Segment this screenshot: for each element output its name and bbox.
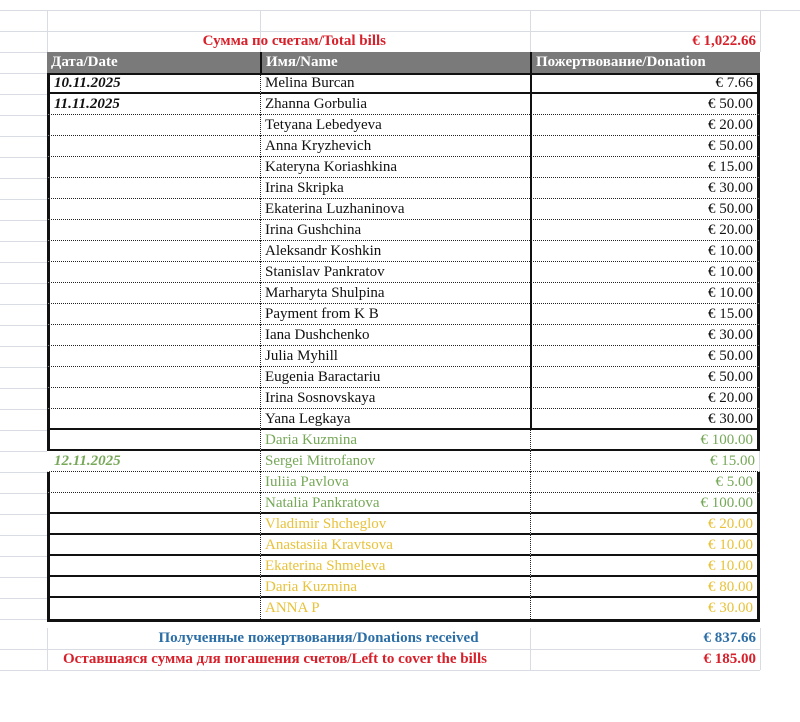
table-row [47, 367, 760, 388]
date-cell[interactable] [47, 556, 260, 577]
donation-amount-cell[interactable]: € 20.00 [530, 220, 760, 241]
gridline [0, 514, 47, 515]
gridline [0, 451, 47, 452]
name-cell[interactable]: Irina Skripka [260, 178, 530, 199]
gridline [0, 136, 47, 137]
name-cell[interactable]: Irina Sosnovskaya [260, 388, 530, 409]
header-name: Имя/Name [260, 52, 530, 73]
table-row [47, 220, 760, 241]
donation-amount-cell[interactable]: € 10.00 [530, 241, 760, 262]
donation-amount-cell[interactable]: € 15.00 [530, 304, 760, 325]
donation-amount-cell[interactable]: € 30.00 [530, 325, 760, 346]
name-cell[interactable]: Daria Kuzmina [260, 430, 530, 451]
name-cell[interactable]: Melina Burcan [260, 73, 530, 94]
left-to-cover-label: Оставшаяся сумма для погашения счетов/Left to cover the bills [63, 651, 487, 667]
table-row [47, 451, 760, 472]
table-bottom-border [47, 619, 760, 622]
table-row [47, 514, 760, 535]
name-cell[interactable]: Daria Kuzmina [260, 577, 530, 598]
gridline [0, 262, 47, 263]
name-cell[interactable]: ANNA P [260, 598, 530, 619]
gridline [0, 493, 47, 494]
donation-amount-cell[interactable]: € 20.00 [530, 388, 760, 409]
name-cell[interactable]: Aleksandr Koshkin [260, 241, 530, 262]
gridline [0, 94, 47, 95]
gridline [0, 556, 47, 557]
table-row [47, 241, 760, 262]
name-cell[interactable]: Julia Myhill [260, 346, 530, 367]
donation-amount-cell[interactable]: € 30.00 [530, 178, 760, 199]
date-cell[interactable] [47, 472, 260, 493]
date-cell[interactable] [47, 388, 260, 409]
date-cell[interactable] [47, 367, 260, 388]
table-row [47, 493, 760, 514]
table-row [47, 304, 760, 325]
date-cell[interactable]: 10.11.2025 [47, 73, 260, 94]
gridline [0, 367, 47, 368]
table-row [47, 262, 760, 283]
donation-amount-cell[interactable]: € 15.00 [530, 157, 760, 178]
table-row [47, 115, 760, 136]
donation-amount-cell[interactable]: € 80.00 [530, 577, 760, 598]
name-cell[interactable]: Tetyana Lebedyeva [260, 115, 530, 136]
donation-amount-cell[interactable]: € 50.00 [530, 367, 760, 388]
donation-amount-cell[interactable]: € 20.00 [530, 115, 760, 136]
total-bills-label: Сумма по счетам/Total bills [202, 33, 386, 49]
date-cell[interactable] [47, 199, 260, 220]
table-row [47, 136, 760, 157]
name-cell[interactable]: Payment from K B [260, 304, 530, 325]
gridline [0, 304, 47, 305]
donation-amount-cell[interactable]: € 50.00 [530, 94, 760, 115]
donation-amount-cell[interactable]: € 10.00 [530, 262, 760, 283]
table-row [47, 388, 760, 409]
table-header [47, 52, 760, 73]
gridline [0, 283, 47, 284]
gridline [0, 619, 47, 620]
gridline [0, 472, 47, 473]
table-row [47, 598, 760, 619]
date-cell[interactable] [47, 115, 260, 136]
table-row [47, 283, 760, 304]
table-row [47, 73, 760, 94]
name-cell[interactable]: Irina Gushchina [260, 220, 530, 241]
table-row [47, 157, 760, 178]
table-row [47, 346, 760, 367]
gridline [0, 241, 47, 242]
total-bills-row [47, 31, 760, 52]
date-cell[interactable] [47, 577, 260, 598]
name-cell[interactable]: Iuliia Pavlova [260, 472, 530, 493]
donations-table [47, 73, 760, 622]
date-cell[interactable] [47, 220, 260, 241]
table-top-border [47, 73, 760, 75]
date-cell[interactable] [47, 136, 260, 157]
table-row [47, 472, 760, 493]
date-cell[interactable] [47, 304, 260, 325]
date-cell[interactable] [47, 325, 260, 346]
gridline [0, 346, 47, 347]
table-row [47, 577, 760, 598]
gridline [0, 409, 47, 410]
date-cell[interactable] [47, 262, 260, 283]
donation-amount-cell[interactable]: € 15.00 [530, 451, 760, 472]
date-cell[interactable] [47, 514, 260, 535]
donations-received-label: Полученные пожертвования/Donations received [158, 630, 479, 646]
donation-amount-cell[interactable]: € 30.00 [530, 598, 760, 619]
date-cell[interactable] [47, 178, 260, 199]
date-cell[interactable] [47, 598, 260, 619]
header-date: Дата/Date [47, 52, 260, 73]
gridline [0, 430, 47, 431]
name-cell[interactable]: Iana Dushchenko [260, 325, 530, 346]
name-cell[interactable]: Vladimir Shcheglov [260, 514, 530, 535]
name-cell[interactable]: Ekaterina Shmeleva [260, 556, 530, 577]
donation-amount-cell[interactable]: € 100.00 [530, 493, 760, 514]
gridline [0, 199, 47, 200]
gridline [0, 220, 47, 221]
date-cell[interactable] [47, 241, 260, 262]
date-cell[interactable] [47, 535, 260, 556]
date-cell[interactable]: 11.11.2025 [47, 94, 260, 115]
donation-amount-cell[interactable]: € 100.00 [530, 430, 760, 451]
date-cell[interactable] [47, 430, 260, 451]
gridline [0, 157, 47, 158]
gridline [0, 178, 47, 179]
table-row [47, 94, 760, 115]
donation-amount-cell[interactable]: € 20.00 [530, 514, 760, 535]
gridline [0, 388, 47, 389]
gridline [0, 73, 47, 74]
gridline [0, 598, 47, 599]
gridline [0, 577, 47, 578]
date-cell[interactable]: 12.11.2025 [47, 451, 260, 472]
date-cell[interactable] [47, 157, 260, 178]
donation-amount-cell[interactable]: € 7.66 [530, 73, 760, 94]
name-cell[interactable]: Yana Legkaya [260, 409, 530, 430]
name-cell[interactable]: Natalia Pankratova [260, 493, 530, 514]
date-cell[interactable] [47, 409, 260, 430]
date-cell[interactable] [47, 493, 260, 514]
gridline [0, 325, 47, 326]
total-bills-value[interactable]: € 1,022.66 [692, 33, 756, 49]
name-cell[interactable]: Marharyta Shulpina [260, 283, 530, 304]
left-to-cover-row [0, 649, 760, 670]
donation-amount-cell[interactable]: € 50.00 [530, 346, 760, 367]
name-cell[interactable]: Zhanna Gorbulia [260, 94, 530, 115]
name-cell[interactable]: Sergei Mitrofanov [260, 451, 530, 472]
donation-amount-cell[interactable]: € 10.00 [530, 556, 760, 577]
table-row [47, 199, 760, 220]
left-to-cover-value[interactable]: € 185.00 [703, 651, 756, 667]
donations-received-row [47, 628, 760, 649]
donation-amount-cell[interactable]: € 50.00 [530, 199, 760, 220]
donation-amount-cell[interactable]: € 5.00 [530, 472, 760, 493]
name-cell[interactable]: Kateryna Koriashkina [260, 157, 530, 178]
table-row [47, 430, 760, 451]
donation-amount-cell[interactable]: € 50.00 [530, 136, 760, 157]
name-cell[interactable]: Stanislav Pankratov [260, 262, 530, 283]
name-cell[interactable]: Anna Kryzhevich [260, 136, 530, 157]
donation-amount-cell[interactable]: € 30.00 [530, 409, 760, 430]
name-cell[interactable]: Ekaterina Luzhaninova [260, 199, 530, 220]
date-cell[interactable] [47, 346, 260, 367]
donations-received-value[interactable]: € 837.66 [703, 630, 756, 646]
name-cell[interactable]: Anastasiia Kravtsova [260, 535, 530, 556]
table-row [47, 325, 760, 346]
donation-amount-cell[interactable]: € 10.00 [530, 535, 760, 556]
gridline [0, 535, 47, 536]
table-row [47, 178, 760, 199]
donation-amount-cell[interactable]: € 10.00 [530, 283, 760, 304]
table-row [47, 556, 760, 577]
name-cell[interactable]: Eugenia Baractariu [260, 367, 530, 388]
date-cell[interactable] [47, 283, 260, 304]
table-row [47, 535, 760, 556]
table-row [47, 409, 760, 430]
gridline [0, 115, 47, 116]
header-donation: Пожертвование/Donation [530, 52, 760, 73]
